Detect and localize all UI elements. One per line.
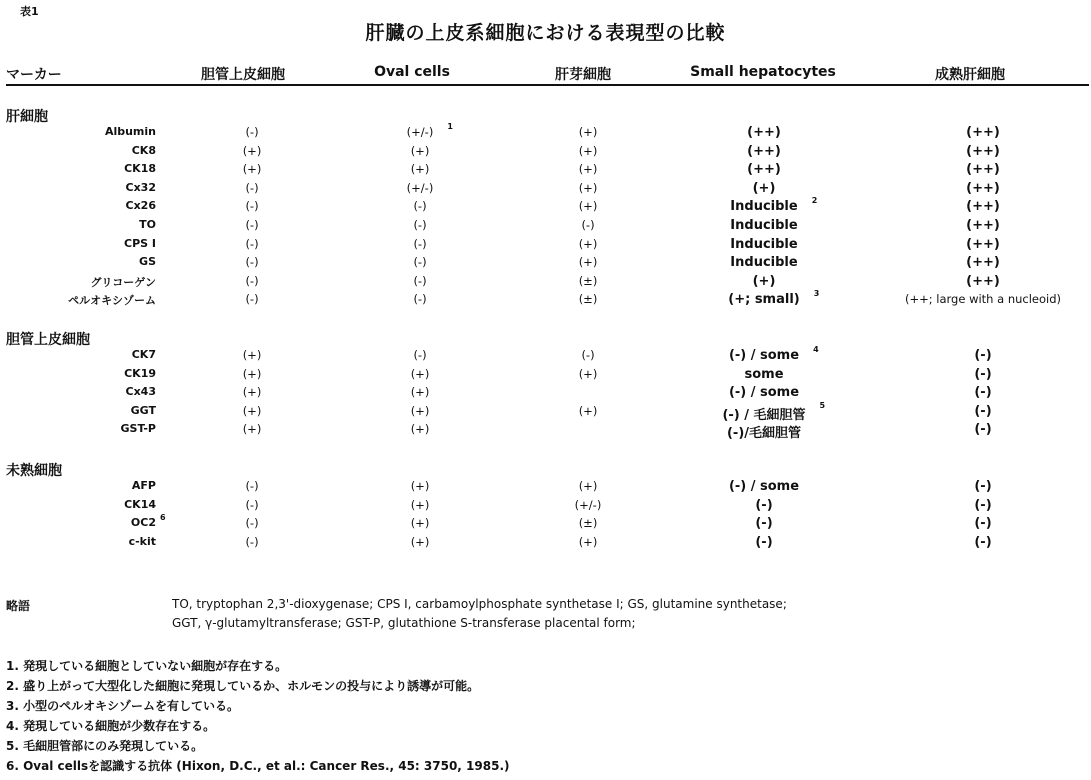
marker-label: CPS I <box>124 236 156 250</box>
note-1: 1. 発現している細胞としていない細胞が存在する。 <box>6 659 288 673</box>
marker-label: GST-P <box>120 422 156 436</box>
section-heading: 肝細胞 <box>6 109 48 125</box>
table-cell: (+; small) <box>728 292 800 308</box>
table-cell: (+) <box>410 385 430 400</box>
table-cell: (±) <box>578 516 598 531</box>
table-cell: (+) <box>578 366 598 381</box>
header-col-small-hep: Small hepatocytes <box>690 64 836 80</box>
header-col-mature: 成熟肝細胞 <box>935 67 1005 83</box>
table-cell: (+) <box>578 403 598 418</box>
table-cell: (+) <box>578 255 598 270</box>
table-cell: (-) <box>245 236 259 251</box>
table-cell: (±) <box>578 273 598 288</box>
abbreviations-line-2: GGT, γ-glutamyltransferase; GST-P, glutathione S-transferase placental form; <box>172 616 636 630</box>
table-cell: (-) / 毛細胆管 <box>722 407 806 423</box>
table-cell: Inducible <box>730 218 798 233</box>
marker-label: CK18 <box>124 162 156 176</box>
table-cell: (-) <box>245 292 259 307</box>
table-cell: (-) <box>413 255 427 270</box>
table-cell: Inducible <box>730 255 798 271</box>
marker-label: Cx43 <box>125 385 156 399</box>
table-cell: (+) <box>752 180 776 196</box>
table-cell: (+) <box>578 125 598 139</box>
header-col-bile-duct: 胆管上皮細胞 <box>201 67 285 83</box>
table-cell: (-) <box>413 236 427 251</box>
table-cell: (+) <box>410 366 430 381</box>
marker-label: OC2 <box>130 516 156 530</box>
table-cell: (-) <box>413 292 427 307</box>
table-cell: (+) <box>410 162 430 177</box>
marker-label: AFP <box>131 479 156 492</box>
table-cell: (-) <box>581 348 595 362</box>
marker-label: Albumin <box>104 125 156 138</box>
table-cell: (-) <box>245 218 259 232</box>
footnote-mark: 1 <box>447 122 453 131</box>
table-cell: (-) <box>413 218 427 232</box>
table-cell: (+) <box>242 385 262 400</box>
table-cell: (-) <box>974 516 992 532</box>
marker-label: CK19 <box>124 366 156 380</box>
table-cell: (+) <box>410 403 430 418</box>
table-cell: (-) <box>245 255 259 270</box>
table-cell: (+/-) <box>574 497 602 512</box>
abbreviations-label: 略語 <box>6 599 31 613</box>
table-cell: (-) <box>245 516 259 531</box>
table-cell: (-) <box>974 497 992 513</box>
table-cell: (-) <box>974 479 992 494</box>
footnote-mark: 6 <box>160 513 166 523</box>
table-cell: (++) <box>966 162 1000 178</box>
table-cell: (++) <box>966 218 1000 233</box>
table-cell: (+) <box>410 422 430 437</box>
table-cell: (-) <box>755 497 773 513</box>
table-cell: (+) <box>578 479 598 493</box>
note-2: 2. 盛り上がって大型化した細胞に発現しているか、ホルモンの投与により誘導が可能。 <box>6 679 480 693</box>
marker-label: GGT <box>130 403 156 417</box>
table-cell: (-) / some <box>728 479 800 494</box>
table-cell: (-) <box>755 534 773 550</box>
table-cell: (-) <box>974 348 992 363</box>
footnote-mark: 5 <box>819 400 826 410</box>
marker-label: グリコーゲン <box>90 275 156 289</box>
section-heading: 未熟細胞 <box>6 463 62 479</box>
table-cell: (-) <box>974 366 992 382</box>
marker-label: TO <box>139 218 156 231</box>
table-cell: (-) <box>245 497 259 512</box>
table-cell: (+) <box>410 479 430 493</box>
table-cell: (++) <box>966 273 1000 289</box>
table-cell: (-) <box>245 534 259 549</box>
table-cell: (-)/毛細胆管 <box>726 426 802 442</box>
marker-label: CK8 <box>131 143 156 157</box>
table-cell: (-) <box>413 348 427 362</box>
table-cell: (-) <box>413 273 427 288</box>
marker-label: CK7 <box>131 348 156 361</box>
table-cell: (+) <box>242 366 262 381</box>
section-heading: 胆管上皮細胞 <box>6 332 90 348</box>
table-label: 表1 <box>20 5 39 18</box>
table-cell: some <box>744 366 784 382</box>
table-cell: (++) <box>747 125 781 140</box>
table-cell: (-) <box>245 479 259 493</box>
footnote-mark: 2 <box>811 196 818 206</box>
table-cell: (-) <box>245 180 259 195</box>
table-cell: (++) <box>966 143 1000 159</box>
table-cell: (++; large with a nucleoid) <box>904 292 1062 307</box>
table-cell: (-) / some <box>728 348 800 363</box>
table-cell: (+) <box>578 236 598 251</box>
table-cell: (++) <box>966 236 1000 252</box>
marker-label: Cx32 <box>125 180 156 194</box>
table-cell: (-) / some <box>728 385 800 401</box>
table-cell: (+/-) <box>406 125 434 139</box>
table-cell: (-) <box>755 516 773 532</box>
note-6: 6. Oval cellsを認識する抗体 (Hixon, D.C., et al.: Cancer Res., 45: 3750, 1985.) <box>6 759 510 773</box>
table-cell: (+) <box>578 180 598 195</box>
marker-label: CK14 <box>124 497 156 511</box>
marker-label: Cx26 <box>125 199 156 213</box>
table-cell: (+) <box>242 422 262 437</box>
marker-label: ペルオキシゾーム <box>68 294 156 308</box>
abbreviations-line-1: TO, tryptophan 2,3'-dioxygenase; CPS I, carbamoylphosphate synthetase I; GS, glutamine synthetase; <box>172 597 787 611</box>
table-cell: (+) <box>410 143 430 158</box>
note-5: 5. 毛細胆管部にのみ発現している。 <box>6 739 204 753</box>
table-cell: (-) <box>974 534 992 550</box>
table-cell: (±) <box>578 292 598 307</box>
table-cell: (-) <box>413 199 427 214</box>
table-cell: (+) <box>242 403 262 418</box>
footnote-mark: 3 <box>813 289 820 299</box>
table-cell: (+/-) <box>406 180 434 195</box>
table-cell: (++) <box>747 162 781 178</box>
table-cell: (++) <box>966 255 1000 271</box>
marker-label: GS <box>139 255 156 269</box>
table-cell: (+) <box>410 516 430 531</box>
table-cell: (-) <box>974 385 992 401</box>
table-cell: (-) <box>245 125 259 139</box>
table-cell: (-) <box>581 218 595 232</box>
footnote-mark: 4 <box>813 345 819 354</box>
table-cell: (-) <box>974 403 992 419</box>
table-cell: Inducible <box>730 236 798 252</box>
table-cell: (+) <box>410 534 430 549</box>
table-cell: (+) <box>242 162 262 177</box>
table-cell: (+) <box>752 273 776 289</box>
table-cell: (++) <box>966 125 1000 140</box>
page-title: 肝臓の上皮系細胞における表現型の比較 <box>365 22 726 44</box>
table-cell: Inducible <box>730 199 798 215</box>
marker-label: c-kit <box>128 534 156 548</box>
table-cell: (+) <box>242 143 262 158</box>
table-cell: (+) <box>578 162 598 177</box>
table-cell: (++) <box>747 143 781 159</box>
table-cell: (+) <box>410 497 430 512</box>
table-cell: (+) <box>242 348 262 362</box>
table-cell: (+) <box>578 534 598 549</box>
header-marker: マーカー <box>6 67 62 83</box>
table-cell: (+) <box>578 199 598 214</box>
table-cell: (-) <box>245 199 259 214</box>
table-cell: (-) <box>245 273 259 288</box>
table-cell: (++) <box>966 199 1000 215</box>
table-cell: (+) <box>578 143 598 158</box>
note-4: 4. 発現している細胞が少数存在する。 <box>6 719 216 733</box>
table-cell: (-) <box>974 422 992 438</box>
header-col-oval: Oval cells <box>374 64 450 80</box>
header-col-hepatoblast: 肝芽細胞 <box>555 67 611 83</box>
table-cell: (++) <box>966 180 1000 196</box>
note-3: 3. 小型のペルオキシゾームを有している。 <box>6 699 239 713</box>
